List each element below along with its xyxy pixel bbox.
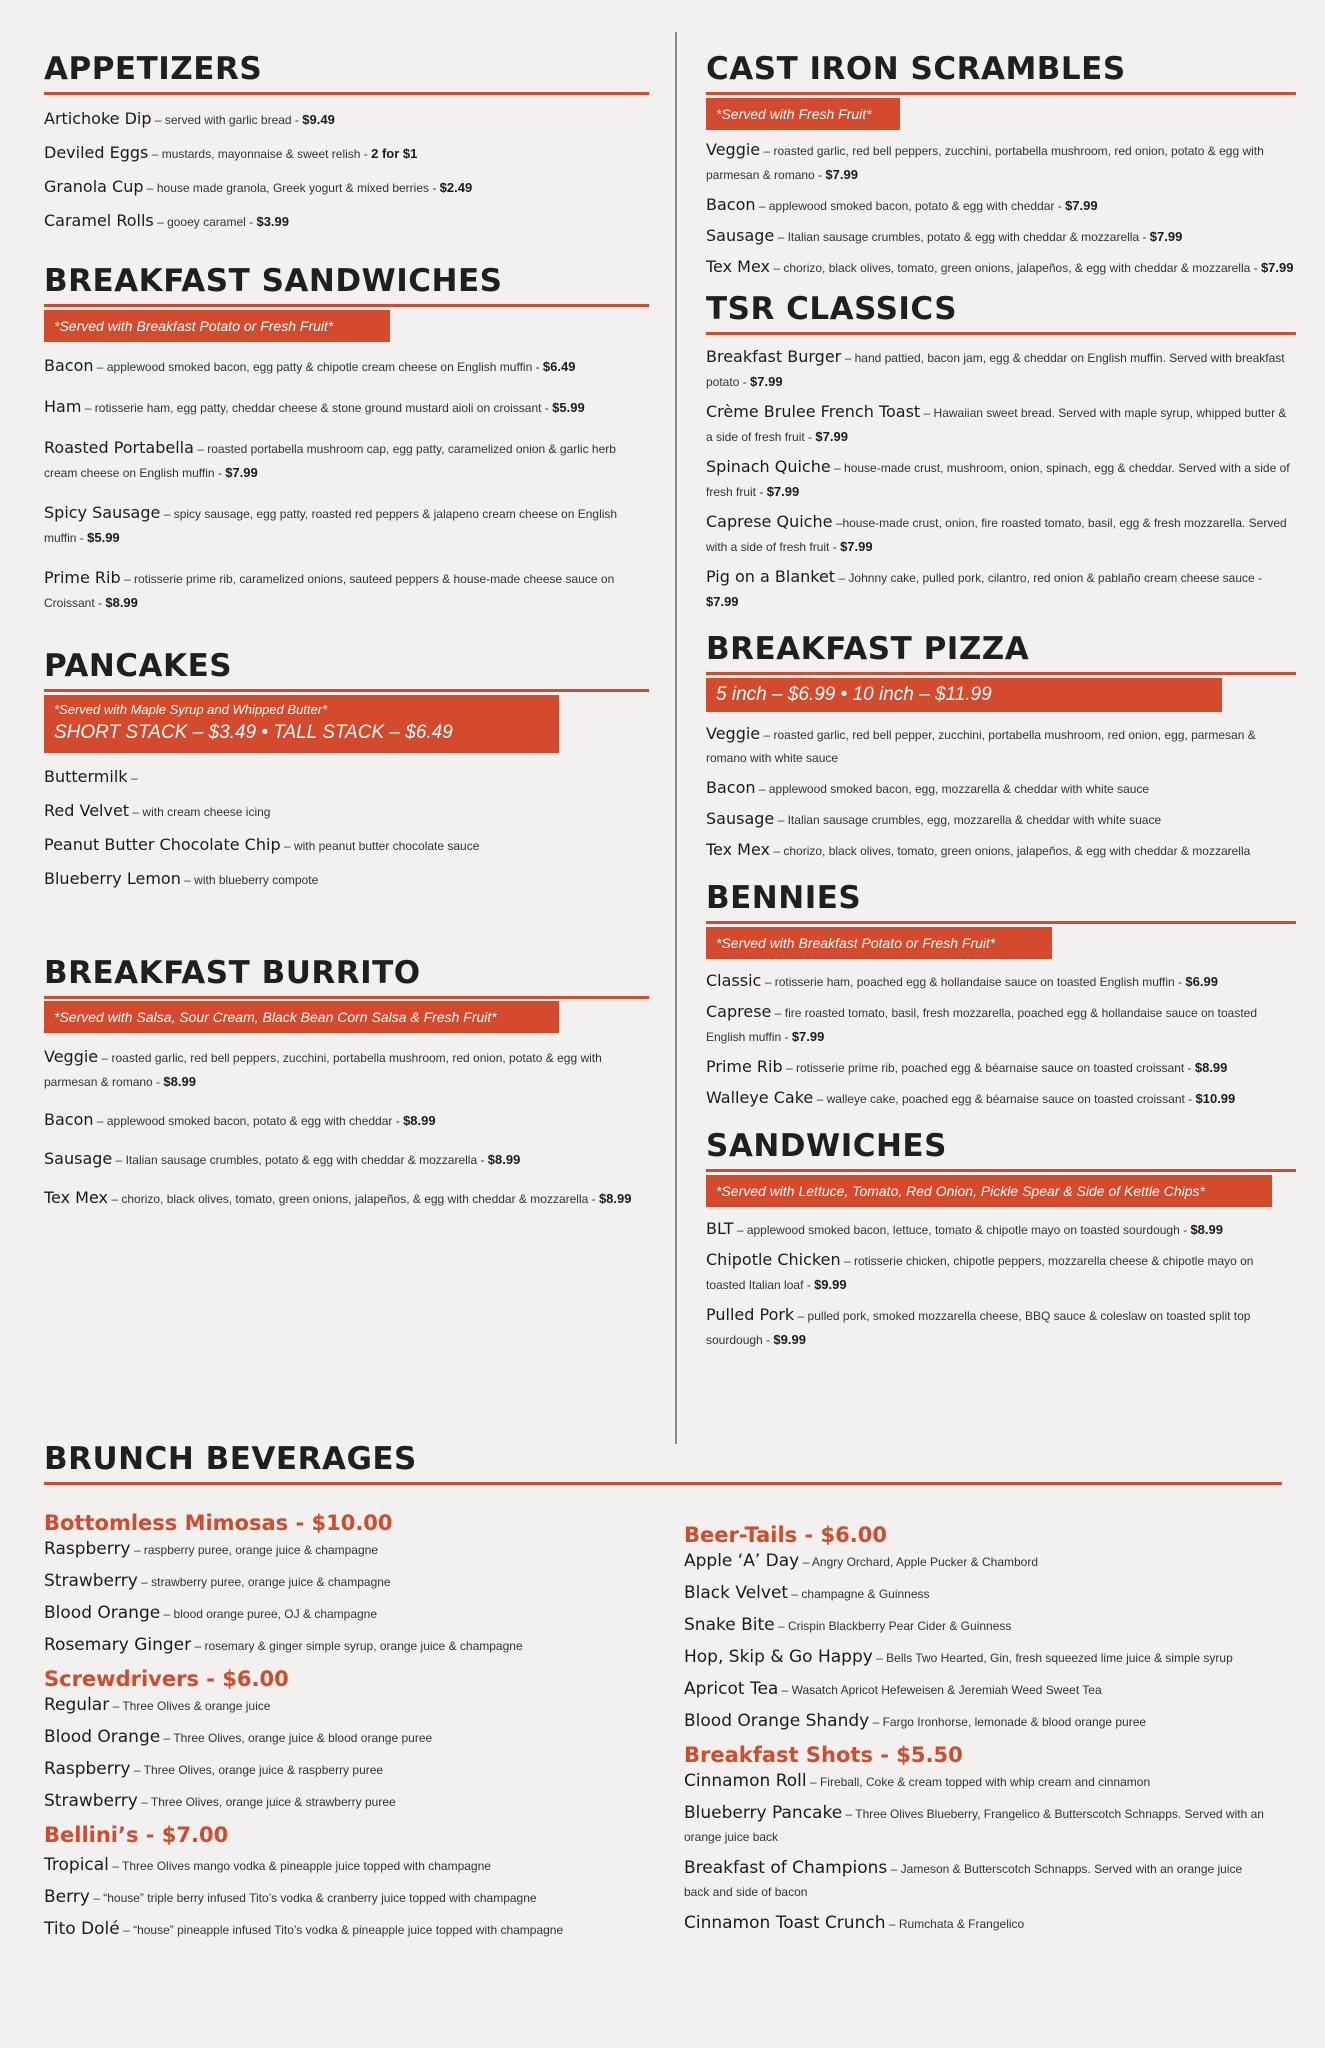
item-name: Sausage: [44, 1149, 113, 1168]
item-description: – mustards, mayonnaise & sweet relish -: [151, 147, 372, 161]
menu-list: [706, 969, 1296, 1111]
section-note: *Served with Breakfast Potato or Fresh Fruit*: [706, 927, 1052, 959]
item-name: Veggie: [706, 724, 761, 743]
menu-item: [44, 1886, 664, 1910]
item-price: $9.99: [773, 1332, 806, 1347]
item-description: –: [130, 771, 138, 785]
item-description: – rotisserie prime rib, poached egg & béarnaise sauce on toasted croissant -: [785, 1061, 1195, 1075]
menu-list: [684, 1770, 1264, 1936]
item-name: Granola Cup: [44, 177, 144, 196]
item-name: Breakfast of Champions: [684, 1858, 888, 1878]
section-title: BREAKFAST SANDWICHES: [44, 263, 503, 299]
item-price: 2 for $1: [371, 146, 418, 161]
section-title: BRUNCH BEVERAGES: [44, 1441, 417, 1477]
menu-list: [706, 138, 1296, 280]
item-price: $8.99: [163, 1074, 196, 1089]
item-description: – spicy sausage, egg patty, roasted red peppers & jalapeno cream cheese on English muffin -: [44, 507, 618, 545]
burrito-section: [44, 954, 649, 1211]
section-title: BENNIES: [706, 880, 862, 916]
item-price: $8.99: [1190, 1222, 1223, 1237]
item-description: – Hawaiian sweet bread. Served with maple syrup, whipped butter & a side of fresh fruit -: [706, 406, 1287, 444]
item-description: – Johnny cake, pulled pork, cilantro, red onion & pablaño cream cheese sauce -: [838, 571, 1263, 585]
item-description: – hand pattied, bacon jam, egg & cheddar on English muffin. Served with breakfast potato -: [706, 351, 1285, 389]
item-description: – “house” pineapple infused Tito’s vodka & pineapple juice topped with champagne: [123, 1923, 564, 1937]
menu-item: [706, 510, 1296, 559]
item-price: $8.99: [1194, 1060, 1228, 1075]
item-name: Sausage: [706, 809, 775, 828]
menu-item: [706, 1303, 1296, 1352]
section-note: *Served with Fresh Fruit*: [706, 98, 900, 130]
item-description: – Three Olives Blueberry, Frangelico & Butterscotch Schnapps. Served with an orange juice back: [684, 1807, 1264, 1844]
item-description: – Three Olives & orange juice: [112, 1699, 271, 1713]
item-description: – rotisserie ham, egg patty, cheddar cheese & stone ground mustard aioli on croissant -: [84, 401, 553, 415]
shots-title: Breakfast Shots - $5.50: [684, 1743, 963, 1767]
menu-item: [44, 1538, 664, 1562]
item-price: $7.99: [1149, 229, 1183, 244]
item-description: – house-made crust, mushroom, onion, spinach, egg & cheddar. Served with a side of fresh fruit -: [706, 461, 1290, 499]
section-rule: [706, 672, 1296, 675]
item-name: Apricot Tea: [684, 1679, 779, 1699]
item-description: – blood orange puree, OJ & champagne: [163, 1607, 378, 1621]
menu-item: [706, 345, 1296, 394]
menu-item: [44, 1694, 664, 1718]
item-name: Raspberry: [44, 1539, 131, 1559]
menu-list: [44, 1538, 664, 1658]
item-description: – roasted portabella mushroom cap, egg patty, caramelized onion & garlic herb cream cheese on English muffin -: [44, 442, 616, 480]
section-rule: [44, 304, 649, 307]
menu-item: [684, 1614, 1264, 1638]
item-description: – strawberry puree, orange juice & champagne: [141, 1575, 391, 1589]
column-divider: [675, 32, 677, 1444]
item-description: – Jameson & Butterscotch Schnapps. Served with an orange juice back and side of bacon: [684, 1862, 1243, 1899]
item-description: – raspberry puree, orange juice & champagne: [133, 1543, 378, 1557]
pizza-prices: 5 inch – $6.99 • 10 inch – $11.99: [706, 678, 1222, 712]
appetizers-section: [44, 50, 649, 234]
section-title: BREAKFAST PIZZA: [706, 631, 1030, 667]
item-name: Cinnamon Toast Crunch: [684, 1913, 886, 1933]
item-name: Ham: [44, 397, 82, 416]
item-price: $10.99: [1195, 1091, 1236, 1106]
item-name: Raspberry: [44, 1759, 131, 1779]
item-description: – Wasatch Apricot Hefeweisen & Jeremiah Weed Sweet Tea: [781, 1683, 1102, 1697]
menu-list: [684, 1550, 1264, 1734]
item-description: – Italian sausage crumbles, potato & egg with cheddar & mozzarella -: [115, 1153, 488, 1167]
menu-item: [684, 1710, 1264, 1734]
section-title: BREAKFAST BURRITO: [44, 955, 421, 991]
menu-list: [44, 765, 649, 892]
item-description: – roasted garlic, red bell pepper, zucchini, portabella mushroom, red onion, egg, parmesan & romano with white sauce: [706, 728, 1256, 765]
item-price: $7.99: [791, 1029, 825, 1044]
menu-item: [44, 1790, 664, 1814]
item-name: Tex Mex: [44, 1188, 109, 1207]
item-name: Caprese: [706, 1002, 772, 1021]
item-description: – Three Olives, orange juice & strawberry puree: [141, 1795, 396, 1809]
section-rule: [44, 92, 649, 95]
section-title: APPETIZERS: [44, 51, 263, 87]
menu-item: [706, 255, 1296, 280]
item-name: Tropical: [44, 1855, 109, 1875]
item-price: $7.99: [1260, 260, 1294, 275]
item-description: – applewood smoked bacon, potato & egg with cheddar -: [96, 1114, 404, 1128]
menu-item: [684, 1678, 1264, 1702]
item-name: Roasted Portabella: [44, 438, 194, 457]
item-price: $8.99: [105, 595, 138, 610]
item-price: $5.99: [552, 400, 585, 415]
section-rule: [44, 689, 649, 692]
menu-item: [706, 193, 1296, 218]
item-name: Caprese Quiche: [706, 512, 833, 531]
pancake-banner: [44, 695, 559, 753]
pizza-section: [706, 630, 1296, 863]
item-price: $7.99: [750, 374, 783, 389]
item-description: – applewood smoked bacon, lettuce, tomato & chipotle mayo on toasted sourdough -: [736, 1223, 1191, 1237]
item-description: – with peanut butter chocolate sauce: [283, 839, 480, 853]
item-price: $7.99: [840, 539, 873, 554]
menu-list: [706, 1217, 1296, 1352]
section-note: *Served with Breakfast Potato or Fresh Fruit*: [44, 310, 390, 342]
item-name: Blood Orange: [44, 1603, 161, 1623]
section-title: PANCAKES: [44, 648, 233, 684]
menu-item: [44, 1045, 649, 1094]
item-description: – rotisserie chicken, chipotle peppers, mozzarella cheese & chipotle mayo on toasted Italian loaf -: [706, 1254, 1254, 1292]
item-name: Artichoke Dip: [44, 109, 152, 128]
item-name: Blueberry Lemon: [44, 869, 181, 888]
item-description: – roasted garlic, red bell peppers, zucchini, portabella mushroom, red onion, potato & egg with parmesan & romano -: [706, 144, 1264, 182]
item-name: Cinnamon Roll: [684, 1771, 807, 1791]
menu-item: [44, 209, 649, 234]
item-name: Veggie: [706, 140, 761, 159]
item-name: Tito Dolé: [44, 1919, 120, 1939]
item-name: Rosemary Ginger: [44, 1635, 192, 1655]
mimosas-title: Bottomless Mimosas - $10.00: [44, 1511, 393, 1535]
section-rule: [706, 1169, 1296, 1172]
item-description: – Bells Two Hearted, Gin, fresh squeezed lime juice & simple syrup: [876, 1651, 1233, 1665]
menu-item: [706, 1055, 1296, 1080]
item-name: Strawberry: [44, 1791, 138, 1811]
item-description: – applewood smoked bacon, egg, mozzarella & cheddar with white sauce: [758, 782, 1150, 796]
item-description: – Angry Orchard, Apple Pucker & Chambord: [802, 1555, 1039, 1569]
item-description: – Three Olives, orange juice & blood orange puree: [163, 1731, 433, 1745]
menu-item: [44, 107, 649, 132]
item-description: – Three Olives, orange juice & raspberry puree: [133, 1763, 384, 1777]
beverages-left: [44, 1508, 664, 1942]
menu-item: [44, 765, 649, 790]
section-rule: [706, 921, 1296, 924]
sandwiches-section: [706, 1127, 1296, 1352]
item-description: – with blueberry compote: [184, 873, 319, 887]
pancakes-section: [44, 647, 649, 892]
item-name: Regular: [44, 1695, 110, 1715]
item-description: – pulled pork, smoked mozzarella cheese, BBQ sauce & coleslaw on toasted split top sourdough -: [706, 1309, 1251, 1347]
item-price: $8.99: [403, 1113, 436, 1128]
item-description: – served with garlic bread -: [154, 113, 303, 127]
menu-item: [706, 1000, 1296, 1049]
item-description: – fire roasted tomato, basil, fresh mozzarella, poached egg & hollandaise sauce on toasted English muffin -: [706, 1006, 1258, 1044]
item-name: Red Velvet: [44, 801, 130, 820]
menu-list: [44, 1045, 649, 1211]
menu-item: [706, 1086, 1296, 1111]
menu-item: [684, 1550, 1264, 1574]
scrambles-section: [706, 50, 1296, 280]
section-note: *Served with Maple Syrup and Whipped Butter*: [54, 702, 328, 717]
left-column: [44, 50, 649, 1211]
item-name: Hop, Skip & Go Happy: [684, 1647, 873, 1667]
menu-item: [706, 776, 1296, 801]
item-description: – chorizo, black olives, tomato, green onions, jalapeños, & egg with cheddar & mozzarella -: [773, 261, 1261, 275]
item-price: $6.49: [542, 359, 576, 374]
item-description: – Fargo Ironhorse, lemonade & blood orange puree: [872, 1715, 1147, 1729]
item-name: Chipotle Chicken: [706, 1250, 841, 1269]
item-name: Walleye Cake: [706, 1088, 814, 1107]
menu-item: [44, 1918, 664, 1942]
item-price: $9.99: [814, 1277, 847, 1292]
menu-list: [706, 345, 1296, 614]
section-rule: [706, 92, 1296, 95]
section-note: *Served with Lettuce, Tomato, Red Onion, Pickle Spear & Side of Kettle Chips*: [706, 1175, 1272, 1207]
item-price: $8.99: [487, 1152, 521, 1167]
item-description: – champagne & Guinness: [791, 1587, 930, 1601]
screwdrivers-title: Screwdrivers - $6.00: [44, 1667, 289, 1691]
item-price: $7.99: [1065, 198, 1098, 213]
menu-item: [44, 175, 649, 200]
bellinis-title: Bellini’s - $7.00: [44, 1823, 229, 1847]
beertails-title: Beer-Tails - $6.00: [684, 1523, 887, 1547]
item-name: Buttermilk: [44, 767, 128, 786]
item-description: – applewood smoked bacon, potato & egg with cheddar -: [758, 199, 1066, 213]
menu-item: [44, 867, 649, 892]
item-name: Prime Rib: [706, 1057, 783, 1076]
item-price: $7.99: [825, 167, 858, 182]
menu-item: [706, 1248, 1296, 1297]
item-name: Berry: [44, 1887, 90, 1907]
item-name: Peanut Butter Chocolate Chip: [44, 835, 281, 854]
menu-item: [44, 1147, 649, 1172]
item-description: – Crispin Blackberry Pear Cider & Guinness: [777, 1619, 1012, 1633]
item-name: Spinach Quiche: [706, 457, 831, 476]
menu-list: [44, 1694, 664, 1814]
right-column: [706, 50, 1296, 1352]
menu-item: [44, 1108, 649, 1133]
item-price: $9.49: [302, 112, 335, 127]
beverages-right: [684, 1520, 1264, 1936]
menu-item: [706, 455, 1296, 504]
item-description: – “house” triple berry infused Tito’s vodka & cranberry juice topped with champagne: [93, 1891, 537, 1905]
item-description: – Fireball, Coke & cream topped with whip cream and cinnamon: [809, 1775, 1151, 1789]
item-description: – gooey caramel -: [157, 215, 257, 229]
section-title: CAST IRON SCRAMBLES: [706, 51, 1126, 87]
item-name: Deviled Eggs: [44, 143, 149, 162]
menu-item: [44, 1186, 649, 1211]
beverages-section: [44, 1440, 1282, 1939]
section-rule: [44, 1482, 1282, 1485]
item-name: BLT: [706, 1219, 734, 1238]
item-name: Spicy Sausage: [44, 503, 161, 522]
menu-list: [706, 722, 1296, 863]
item-name: Breakfast Burger: [706, 347, 842, 366]
menu-item: [44, 395, 649, 420]
item-name: Bacon: [44, 356, 94, 375]
breakfast-sandwiches-section: [44, 262, 649, 615]
menu-item: [706, 138, 1296, 187]
menu-item: [684, 1582, 1264, 1606]
item-price: $5.99: [87, 530, 120, 545]
item-price: $8.99: [598, 1191, 632, 1206]
item-description: – Italian sausage crumbles, potato & egg with cheddar & mozzarella -: [777, 230, 1150, 244]
menu-item: [44, 141, 649, 166]
bennies-section: [706, 879, 1296, 1111]
item-name: Tex Mex: [706, 840, 771, 859]
menu-item: [684, 1802, 1264, 1849]
menu-item: [44, 1570, 664, 1594]
menu-item: [706, 400, 1296, 449]
item-price: $7.99: [815, 429, 848, 444]
item-description: –house-made crust, onion, fire roasted tomato, basil, egg & fresh mozzarella. Served with a side of fresh fruit -: [706, 516, 1287, 554]
menu-item: [44, 1854, 664, 1878]
item-description: – Rumchata & Frangelico: [888, 1917, 1025, 1931]
item-name: Pulled Pork: [706, 1305, 795, 1324]
menu-item: [706, 722, 1296, 770]
section-note: *Served with Salsa, Sour Cream, Black Bean Corn Salsa & Fresh Fruit*: [44, 1001, 559, 1033]
item-name: Classic: [706, 971, 762, 990]
menu-item: [684, 1857, 1264, 1904]
item-description: – walleye cake, poached egg & béarnaise sauce on toasted croissant -: [816, 1092, 1196, 1106]
item-name: Pig on a Blanket: [706, 567, 836, 586]
menu-item: [44, 501, 649, 550]
item-name: Prime Rib: [44, 568, 121, 587]
menu-item: [706, 224, 1296, 249]
item-name: Blood Orange Shandy: [684, 1711, 870, 1731]
menu-item: [706, 838, 1296, 863]
item-name: Crème Brulee French Toast: [706, 402, 921, 421]
item-price: $7.99: [766, 484, 800, 499]
menu-item: [684, 1912, 1264, 1936]
menu-item: [44, 799, 649, 824]
item-description: – applewood smoked bacon, egg patty & chipotle cream cheese on English muffin -: [96, 360, 543, 374]
item-price: $3.99: [256, 214, 290, 229]
item-name: Sausage: [706, 226, 775, 245]
menu-item: [684, 1770, 1264, 1794]
item-description: – rosemary & ginger simple syrup, orange juice & champagne: [194, 1639, 523, 1653]
section-rule: [44, 996, 649, 999]
menu-list: [44, 1854, 664, 1942]
menu-item: [706, 969, 1296, 994]
menu-item: [44, 1726, 664, 1750]
classics-section: [706, 290, 1296, 614]
item-name: Veggie: [44, 1047, 99, 1066]
menu-item: [44, 1634, 664, 1658]
item-name: Blood Orange: [44, 1727, 161, 1747]
item-description: – rotisserie prime rib, caramelized onions, sauteed peppers & house-made cheese sauce on Croissant -: [44, 572, 615, 610]
section-title: SANDWICHES: [706, 1128, 947, 1164]
item-description: – Three Olives mango vodka & pineapple juice topped with champagne: [112, 1859, 491, 1873]
menu-item: [684, 1646, 1264, 1670]
item-description: – rotisserie ham, poached egg & hollandaise sauce on toasted English muffin -: [764, 975, 1186, 989]
menu-item: [44, 1758, 664, 1782]
item-price: $6.99: [1185, 974, 1218, 989]
menu-item: [706, 565, 1296, 614]
item-price: $2.49: [439, 180, 473, 195]
item-name: Bacon: [706, 778, 756, 797]
item-name: Tex Mex: [706, 257, 771, 276]
item-name: Blueberry Pancake: [684, 1803, 843, 1823]
item-name: Apple ‘A’ Day: [684, 1551, 800, 1571]
menu-item: [44, 436, 649, 485]
item-description: – chorizo, black olives, tomato, green onions, jalapeños, & egg with cheddar & mozzarella -: [111, 1192, 599, 1206]
item-name: Bacon: [44, 1110, 94, 1129]
section-rule: [706, 332, 1296, 335]
item-description: – chorizo, black olives, tomato, green onions, jalapeños, & egg with cheddar & mozzarella: [773, 844, 1251, 858]
menu-item: [44, 833, 649, 858]
item-name: Bacon: [706, 195, 756, 214]
item-description: – Italian sausage crumbles, egg, mozzarella & cheddar with white suace: [777, 813, 1162, 827]
menu-item: [706, 1217, 1296, 1242]
menu-item: [44, 1602, 664, 1626]
stack-prices: SHORT STACK – $3.49 • TALL STACK – $6.49: [54, 722, 453, 743]
item-price: $7.99: [225, 465, 258, 480]
menu-item: [44, 354, 649, 379]
menu-item: [706, 807, 1296, 832]
item-price: $7.99: [706, 594, 739, 609]
item-name: Black Velvet: [684, 1583, 789, 1603]
section-title: TSR CLASSICS: [706, 291, 958, 327]
item-description: – house made granola, Greek yogurt & mixed berries -: [146, 181, 440, 195]
item-name: Caramel Rolls: [44, 211, 154, 230]
item-description: – with cream cheese icing: [132, 805, 271, 819]
menu-list: [44, 354, 649, 615]
item-name: Snake Bite: [684, 1615, 775, 1635]
item-name: Strawberry: [44, 1571, 138, 1591]
item-description: – roasted garlic, red bell peppers, zucchini, portabella mushroom, red onion, potato & egg with parmesan & romano -: [44, 1051, 602, 1089]
menu-list: [44, 107, 649, 234]
menu-item: [44, 566, 649, 615]
